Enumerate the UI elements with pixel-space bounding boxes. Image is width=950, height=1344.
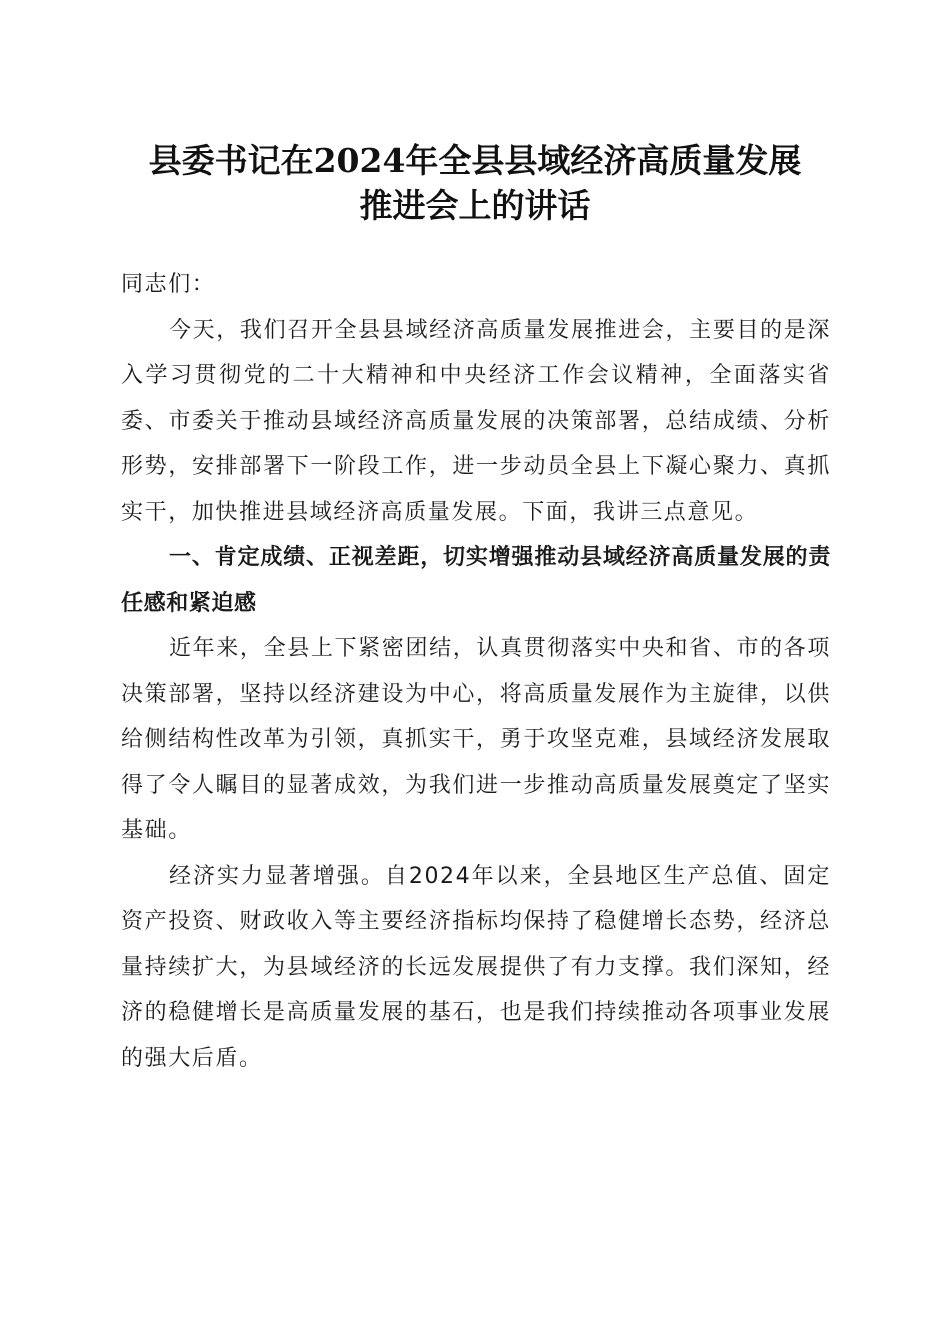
paragraph-economic-strength: 经济实力显著增强。自2024年以来，全县地区生产总值、固定资产投资、财政收入等主要经济指标均保持了稳健增长态势，经济总量持续扩大，为县域经济的长远发展提供了有力支撑。我们深知，经济的稳健增长是高质量发展的基石，也是我们持续推动各项事业发展的强大后盾。: [121, 863, 831, 1071]
paragraph-achievements: 近年来，全县上下紧密团结，认真贯彻落实中央和省、市的各项决策部署，坚持以经济建设为中心，将高质量发展作为主旋律，以供给侧结构性改革为引领，真抓实干，勇于攻坚克难，县域经济发展取得了令人瞩目的显著成效，为我们进一步推动高质量发展奠定了坚实基础。: [121, 636, 831, 843]
document-title-line-2: 推进会上的讲话: [359, 186, 591, 225]
section-heading-1: 一、肯定成绩、正视差距，切实增强推动县域经济高质量发展的责任感和紧迫感: [121, 545, 831, 616]
document-title-line-1: 县委书记在2024年全县县域经济高质量发展: [148, 141, 802, 180]
document-body: [121, 262, 831, 1081]
paragraph-intro: 今天，我们召开全县县域经济高质量发展推进会，主要目的是深入学习贯彻党的二十大精神和中央经济工作会议精神，全面落实省委、市委关于推动县域经济高质量发展的决策部署，总结成绩、分析形势，安排部署下一阶段工作，进一步动员全县上下凝心聚力、真抓实干，加快推进县域经济高质量发展。下面，我讲三点意见。: [121, 317, 831, 525]
salutation: 同志们：: [121, 272, 216, 297]
